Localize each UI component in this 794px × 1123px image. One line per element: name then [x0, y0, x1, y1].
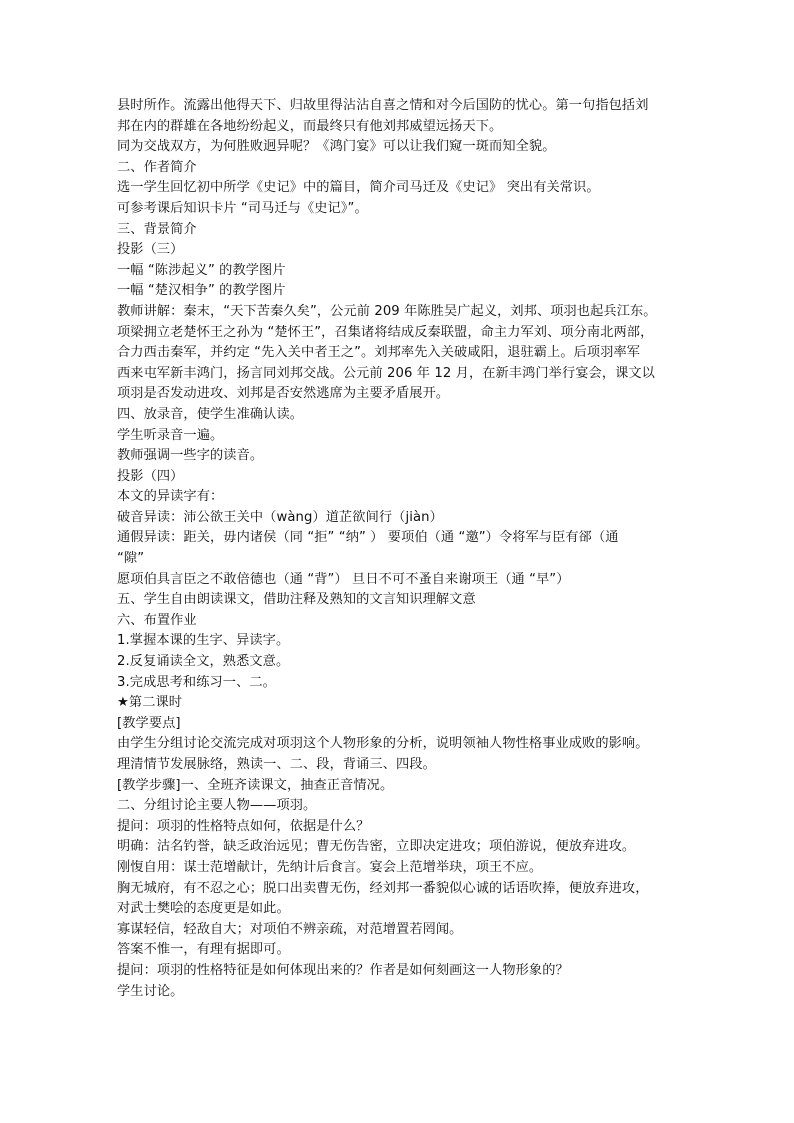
list-item: 2.反复诵读全文，熟悉文意。: [117, 654, 290, 670]
text-line: 寡谋轻信，轻敌自大；对项伯不辨亲疏，对范增置若罔闻。: [117, 921, 463, 937]
text-line: 邦在内的群雄在各地纷纷起义，而最终只有他刘邦威望远扬天下。: [117, 118, 503, 134]
text-line: 学生听录音一遍。: [117, 427, 224, 443]
text-line: 本文的异读字有：: [117, 489, 224, 505]
text-line: 项羽是否发动进攻、刘邦是否安然逃席为主要矛盾展开。: [117, 386, 450, 402]
text-line: 提问：项羽的性格特点如何，依据是什么？: [117, 818, 370, 834]
document-body: [117, 96, 689, 1002]
text-line: 学生讨论。: [117, 983, 184, 999]
section-heading: 二、分组讨论主要人物——项羽。: [117, 798, 317, 814]
text-line: [教学步骤]一、全班齐读课文，抽查正音情况。: [117, 777, 394, 793]
text-line: 由学生分组讨论交流完成对项羽这个人物形象的分析，说明领袖人物性格事业成败的影响。: [117, 736, 649, 752]
text-line: 通假异读：距关，毋内诸侯（同 “拒” “纳” ） 要项伯（通 “邀”）令将军与臣有郤（通: [117, 530, 619, 546]
text-line: 项梁拥立老楚怀王之孙为 “楚怀王”，召集诸将结成反秦联盟，命主力军刘、项分南北两部，: [117, 324, 654, 340]
text-line: 一幅 “陈涉起义” 的教学图片: [117, 262, 286, 278]
text-line: 胸无城府，有不忍之心；脱口出卖曹无伤，经刘邦一番貌似心诚的话语吹捧，便放弃进攻，: [117, 880, 649, 896]
text-line: 教师强调一些字的读音。: [117, 448, 264, 464]
section-heading: 二、作者简介: [117, 159, 197, 175]
text-line: 一幅 “楚汉相争” 的教学图片: [117, 283, 286, 299]
text-line: 明确：沽名钓誉，缺乏政治远见；曹无伤告密，立即决定进攻；项伯游说，便放弃进攻。: [117, 839, 636, 855]
section-heading: 四、放录音，使学生准确认读。: [117, 406, 304, 422]
text-line: “隙”: [117, 551, 145, 567]
text-line: 刚愎自用：谋士范增献计，先纳计后食言。宴会上范增举玦，项王不应。: [117, 859, 543, 875]
text-line: 破音异读：沛公欲王关中（wàng）道芷欲间行（jiàn）: [117, 509, 443, 525]
text-line: 提问：项羽的性格特征是如何体现出来的？作者是如何刻画这一人物形象的？: [117, 962, 569, 978]
list-item: 1.掌握本课的生字、异读字。: [117, 633, 290, 649]
text-line: [教学要点]: [117, 715, 181, 731]
text-line: 投影（四）: [117, 468, 184, 484]
text-line: 答案不惟一，有理有据即可。: [117, 942, 290, 958]
text-line: 理清情节发展脉络，熟读一、二、段，背诵三、四段。: [117, 757, 436, 772]
section-heading: 五、学生自由朗读课文，借助注释及熟知的文言知识理解文意: [117, 592, 476, 608]
text-line: 愿项伯具言臣之不敢倍德也（通 “背”） 旦日不可不蚤自来谢项王（通 “早”）: [117, 571, 570, 587]
section-heading: 六、布置作业: [117, 612, 197, 628]
text-line: 投影（三）: [117, 242, 184, 258]
text-line: 选一学生回忆初中所学《史记》中的篇目，简介司马迁及《史记》 突出有关常识。: [117, 180, 600, 196]
list-item: 3.完成思考和练习一、二。: [117, 674, 276, 690]
section-heading: ★第二课时: [117, 695, 183, 711]
text-line: 县时所作。流露出他得天下、归故里得沾沾自喜之情和对今后国防的忧心。第一句指包括刘: [117, 98, 649, 113]
section-heading: 三、背景简介: [117, 221, 197, 237]
text-line: 教师讲解：秦末，“天下苦秦久矣”，公元前 209 年陈胜吴广起义，刘邦、项羽也起兵江东。: [117, 303, 657, 319]
text-line: 合力西击秦军，并约定 “先入关中者王之”。刘邦率先入关破咸阳，退驻霸上。后项羽率军: [117, 345, 641, 361]
text-line: 同为交战双方，为何胜败迥异呢？《鸿门宴》可以让我们窥一斑而知全貌。: [117, 139, 556, 155]
text-line: 西来屯军新丰鸿门，扬言同刘邦交战。公元前 206 年 12 月，在新丰鸿门举行宴会，课文以: [117, 365, 655, 381]
text-line: 可参考课后知识卡片 “司马迁与《史记》”。: [117, 200, 368, 216]
text-line: 对武士樊哙的态度更是如此。: [117, 901, 290, 917]
